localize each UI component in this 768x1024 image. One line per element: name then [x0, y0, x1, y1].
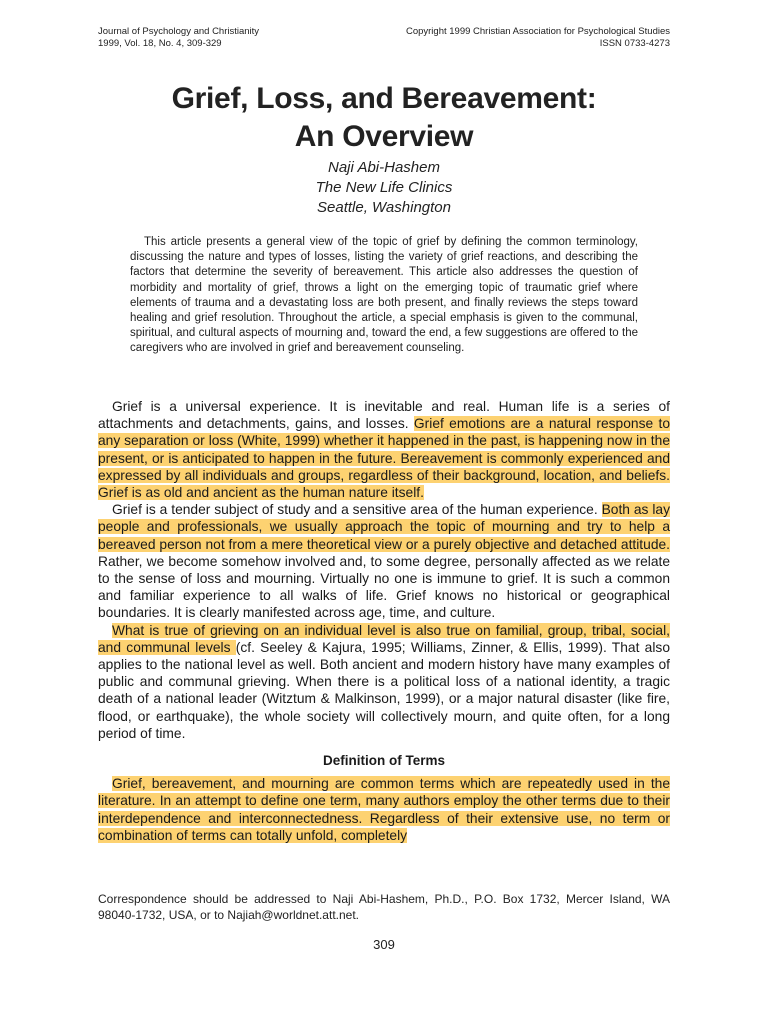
paragraph-1-text: Grief is a universal experience. It is inevitable and real. Human life is a series of attachments and detachments, gains, and losses.: [98, 399, 670, 432]
journal-header-right: [406, 26, 670, 50]
author-name: Naji Abi-Hashem: [328, 159, 440, 176]
abstract: [130, 235, 638, 357]
correspondence-footnote: [98, 891, 670, 923]
paragraph-4-highlight: Grief, bereavement, and mourning are common terms which are repeatedly used in the literature. In an attempt to define one term, many authors employ the other terms due to their interdependence and interconnectedness. Regardless of their extensive use, no term or combination of terms can totally unfold, completely: [98, 776, 670, 843]
title-line-1: Grief, Loss, and Bereavement:: [171, 82, 597, 115]
footnote-text: Correspondence should be addressed to Naji Abi-Hashem, Ph.D., P.O. Box 1732, Mercer Island, WA 98040-1732, USA, or to Najiah@worldnet.att.net.: [98, 892, 670, 922]
journal-header-left: [98, 26, 259, 50]
paragraph-2-text-end: Rather, we become somehow involved and, to some degree, personally affected as we relate to the sense of loss and mourning. Virtually no one is immune to grief. It is such a common and familiar experience to all walks of life. Grief knows no historical or geographical boundaries. It is clearly manifested across age, time, and culture.: [98, 553, 670, 621]
issn-line: ISSN 0733-4273: [599, 38, 670, 49]
journal-volume: 1999, Vol. 18, No. 4, 309-329: [98, 38, 222, 49]
paragraph-3-text: (cf. Seeley & Kajura, 1995; Williams, Zinner, & Ellis, 1999). That also applies to the national level as well. Both ancient and modern history have many examples of public and communal grieving. When there is a political loss of a national identity, a tragic death of a national leader (Witztum & Malkinson, 1999), or a major natural disaster (like fire, flood, or earthquake), the whole society will collectively mourn, and quite often, for a long period of time.: [98, 639, 670, 741]
paragraph-2-text-start: Grief is a tender subject of study and a sensitive area of the human experience.: [112, 502, 602, 518]
page-number: 309: [373, 937, 395, 952]
paragraph-3: [98, 622, 670, 742]
paragraph-2-highlight: Both as lay people and professionals, we usually approach the topic of mourning and try to help a bereaved person not from a mere theoretical view or a purely objective and detached attitude.: [98, 502, 670, 552]
paragraph-1-highlight: Grief emotions are a natural response to any separation or loss (White, 1999) whether it happened in the past, is happening now in the present, or is anticipated to happen in the future. Bereavement is commonly experienced and expressed by all individuals and groups, regardless of their background, location, and beliefs. Grief is as old and ancient as the human nature itself.: [98, 416, 670, 501]
journal-name: Journal of Psychology and Christianity: [98, 26, 260, 37]
author-affiliation: The New Life Clinics: [315, 179, 453, 196]
paragraph-4: [98, 775, 670, 844]
paragraph-1: [98, 398, 670, 501]
paragraph-3-highlight: What is true of grieving on an individual level is also true on familial, group, tribal, social, and communal levels: [98, 622, 670, 655]
paragraph-2: [98, 501, 670, 621]
copyright-line: Copyright 1999 Christian Association for Psychological Studies: [405, 26, 670, 37]
author-location: Seattle, Washington: [317, 199, 451, 216]
title-line-2: An Overview: [294, 120, 474, 153]
author-block: [90, 158, 678, 218]
abstract-text: This article presents a general view of the topic of grief by defining the common terminology, discussing the nature and types of losses, listing the variety of grief reactions, and describing the factors that determine the severity of bereavement. This article also addresses the question of morbidity and mortality of grief, throws a light on the emerging topic of traumatic grief where elements of trauma and a devastating loss are both present, and finally reviews the steps toward healing and grief resolution. Throughout the article, a special emphasis is given to the communal, spiritual, and cultural aspects of mourning and, toward the end, a few suggestions are offered to the caregivers who are involved in grief and bereavement counseling.: [130, 236, 638, 355]
section-heading: Definition of Terms: [322, 753, 445, 769]
article-title: [90, 80, 678, 156]
article-body: [98, 398, 670, 844]
